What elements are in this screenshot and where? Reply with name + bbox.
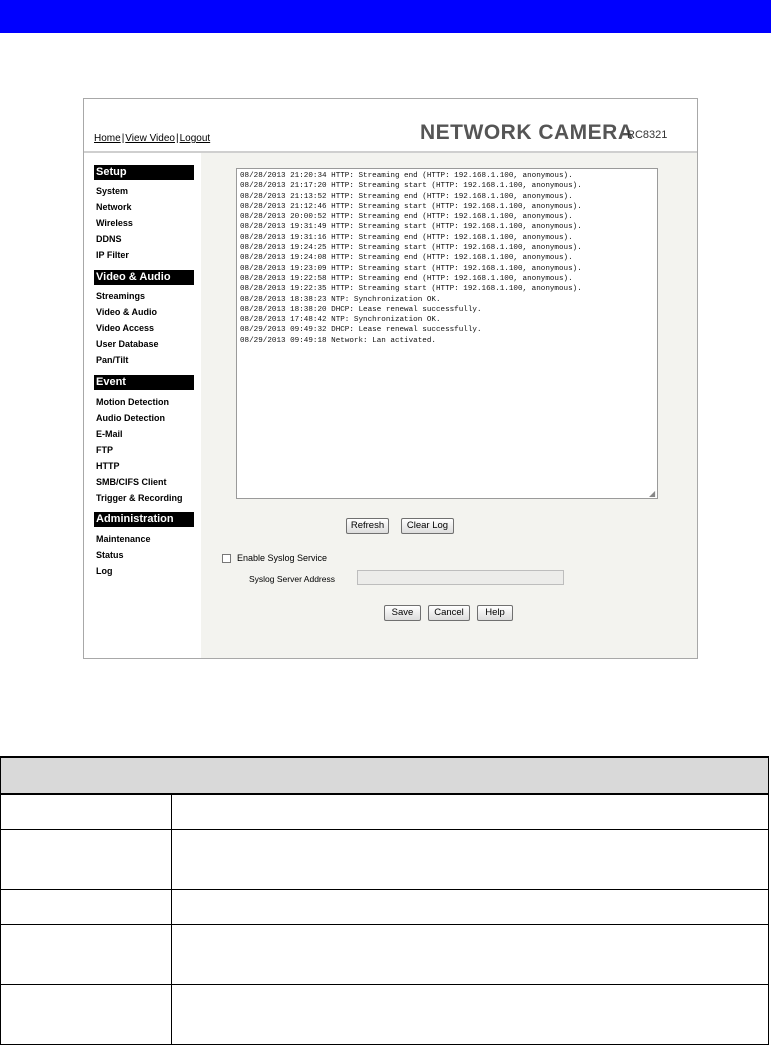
sidebar-item-video-audio[interactable]: Video & Audio: [96, 307, 158, 317]
sidebar-item-ip-filter[interactable]: IP Filter: [96, 250, 129, 260]
syslog-server-label: Syslog Server Address: [249, 574, 335, 584]
sidebar-item-system[interactable]: System: [96, 186, 129, 196]
sidebar-item-video-access[interactable]: Video Access: [96, 323, 155, 333]
sidebar-item-wireless[interactable]: Wireless: [96, 218, 133, 228]
table-row: [1, 924, 769, 984]
log-text: 08/28/2013 21:20:34 HTTP: Streaming end (HTTP: 192.168.1.100, anonymous). 08/28/2013 21:17:20 HTTP: Streaming start (HTTP: 192.168.1.100, anonymous). 08/28/2013 21:13:52 HTTP: Streaming end (HTTP: 192.168.1.100, anonymous). 08/28/2013 21:12:46 HTTP: Streaming start (HTTP: 192.168.1.100, anonymous). 08/28/2013 20:00:52 HTTP: Streaming end (HTTP: 192.168.1.100, anonymous). 08/28/2013 19:31:49 HTTP: Streaming start (HTTP: 192.168.1.100, anonymous). 08/28/2013 19:31:16 HTTP: Streaming end (HTTP: 192.168.1.100, anonymous). 08/28/2013 19:24:25 HTTP: Streaming start (HTTP: 192.168.1.100, anonymous). 08/28/2013 19:24:08 HTTP: Streaming end (HTTP: 192.168.1.100, anonymous). 08/28/2013 19:23:09 HTTP: Streaming start (HTTP: 192.168.1.100, anonymous). 08/28/2013 19:22:58 HTTP: Streaming end (HTTP: 192.168.1.100, anonymous). 08/28/2013 19:22:35 HTTP: Streaming start (HTTP: 192.168.1.100, anonymous). 08/28/2013 18:38:23 NTP: Synchronization OK. 08/28/2013 18:38:20 DHCP: Lease renewal successfully. 08/28/2013 17:48:42 NTP: Synchronization OK. 08/29/2013 09:49:32 DHCP: Lease renewal successfully. 08/29/2013 09:49:18 Network: Lan activated.: [240, 172, 582, 345]
table-cell: [172, 889, 769, 924]
description-table: [0, 756, 769, 1045]
view-video-link[interactable]: View Video: [125, 133, 175, 144]
enable-syslog-label: Enable Syslog Service: [237, 553, 328, 563]
log-textarea[interactable]: [236, 168, 658, 499]
syslog-server-input[interactable]: [357, 570, 564, 585]
enable-syslog-checkbox[interactable]: [222, 554, 231, 563]
save-button[interactable]: Save: [384, 605, 421, 621]
table-header-cell: [1, 757, 769, 794]
table-cell: [172, 984, 769, 1044]
table-row: [1, 889, 769, 924]
sidebar-item-audio-detection[interactable]: Audio Detection: [96, 413, 165, 423]
sidebar-item-maintenance[interactable]: Maintenance: [96, 534, 151, 544]
sidebar-section-event: Event: [94, 375, 194, 390]
sidebar-section-setup: Setup: [94, 165, 194, 180]
top-color-bar: [0, 0, 771, 33]
cancel-button[interactable]: Cancel: [428, 605, 470, 621]
table-cell: [1, 889, 172, 924]
web-ui-screenshot: [83, 98, 698, 659]
sidebar-item-status[interactable]: Status: [96, 550, 124, 560]
logout-link[interactable]: Logout: [179, 133, 211, 144]
sidebar-item-log[interactable]: Log: [96, 566, 113, 576]
sidebar-item-streamings[interactable]: Streamings: [96, 291, 146, 301]
table-cell: [1, 984, 172, 1044]
sidebar: [84, 153, 200, 658]
table-row: [1, 794, 769, 829]
table-cell: [1, 829, 172, 889]
top-links: Home|View Video|Logout: [94, 133, 211, 144]
table-cell: [172, 794, 769, 829]
sidebar-item-user-database[interactable]: User Database: [96, 339, 159, 349]
sidebar-section-administration: Administration: [94, 512, 194, 527]
sidebar-item-trigger-recording[interactable]: Trigger & Recording: [96, 493, 183, 503]
sidebar-item-ddns[interactable]: DDNS: [96, 234, 122, 244]
home-link[interactable]: Home: [94, 133, 121, 144]
sidebar-item-smb-cifs-client[interactable]: SMB/CIFS Client: [96, 477, 167, 487]
table-cell: [172, 829, 769, 889]
table-row: [1, 829, 769, 889]
table-row: [1, 984, 769, 1044]
refresh-button[interactable]: Refresh: [346, 518, 389, 534]
sidebar-item-motion-detection[interactable]: Motion Detection: [96, 397, 169, 407]
sidebar-item-ftp[interactable]: FTP: [96, 445, 113, 455]
table-cell: [1, 794, 172, 829]
model-number: RC8321: [627, 129, 668, 141]
sidebar-item-email[interactable]: E-Mail: [96, 429, 123, 439]
clear-log-button[interactable]: Clear Log: [401, 518, 454, 534]
help-button[interactable]: Help: [477, 605, 513, 621]
sidebar-item-network[interactable]: Network: [96, 202, 132, 212]
brand-title: NETWORK CAMERA: [420, 121, 634, 144]
sidebar-item-pan-tilt[interactable]: Pan/Tilt: [96, 355, 129, 365]
resize-grip-icon[interactable]: ◢: [649, 489, 656, 498]
table-cell: [172, 924, 769, 984]
content-panel: [201, 153, 697, 658]
sidebar-item-http[interactable]: HTTP: [96, 461, 120, 471]
table-cell: [1, 924, 172, 984]
table-header-row: [1, 757, 769, 794]
sidebar-section-video-audio: Video & Audio: [94, 270, 194, 285]
